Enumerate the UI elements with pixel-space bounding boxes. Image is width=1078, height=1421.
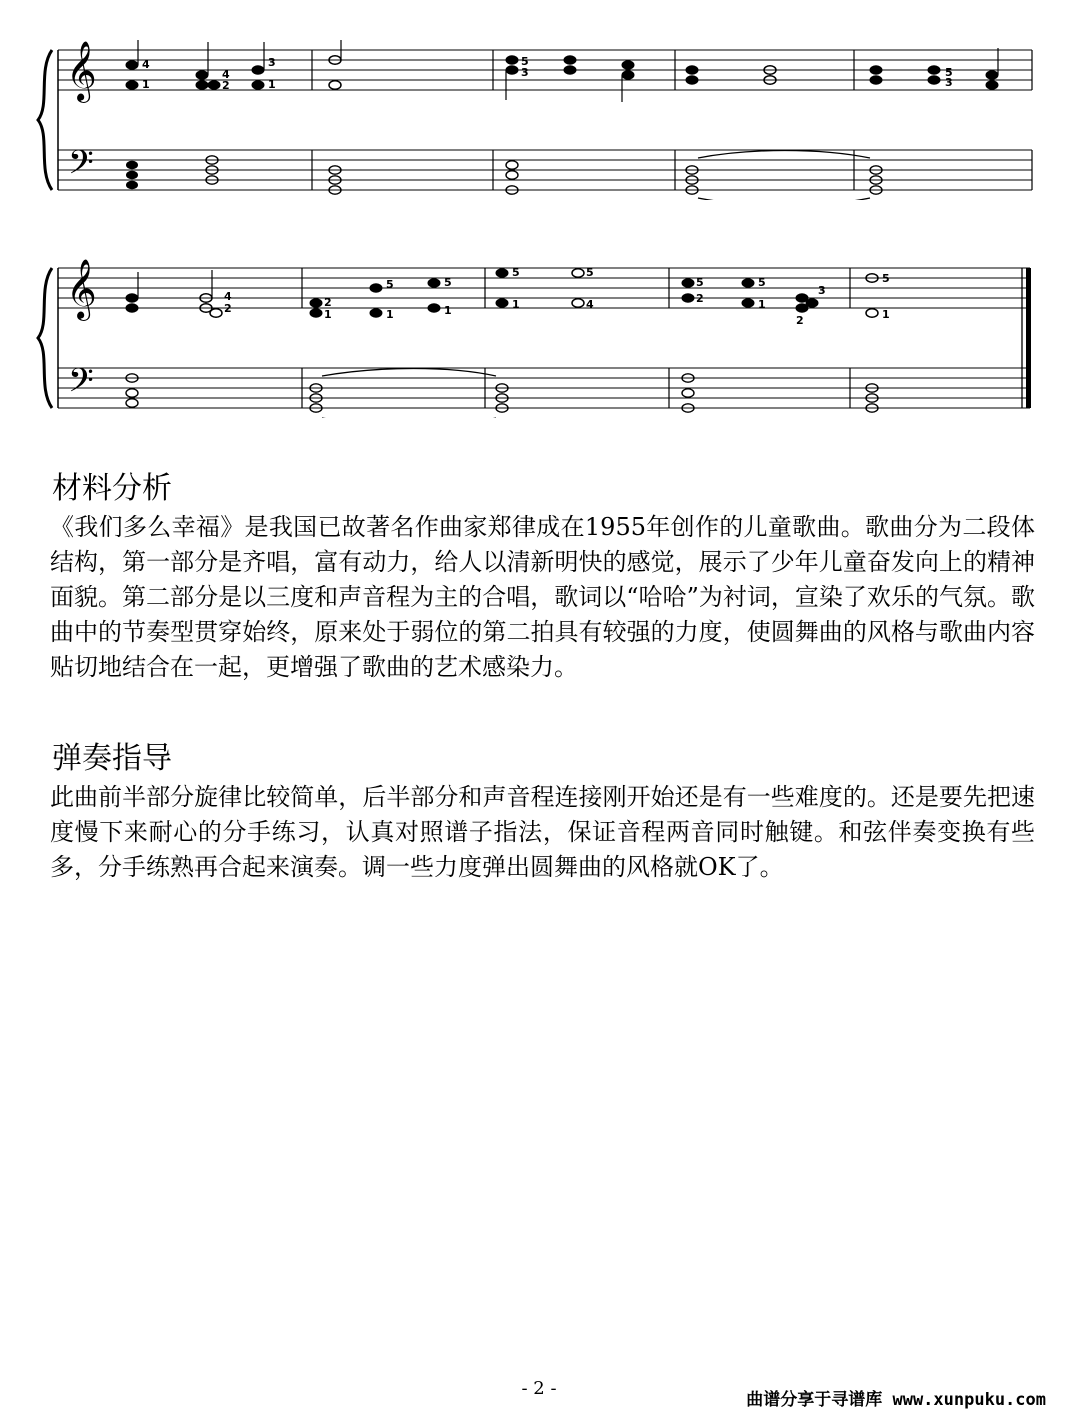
fingering: 1 [882,308,890,321]
fingering: 4 [586,298,594,311]
fingering: 2 [222,79,230,92]
fingering: 5 [444,276,452,289]
score-system-2 [30,258,1040,418]
fingering: 5 [521,55,529,68]
fingering: 1 [142,78,150,91]
fingering: 5 [945,66,953,79]
treble-clef-icon: 𝄞 [66,41,97,101]
fingering: 2 [796,314,804,327]
guidance-body: 此曲前半部分旋律比较简单，后半部分和声音程连接刚开始还是有一些难度的。还是要先把速度慢下来耐心的分手练习，认真对照谱子指法，保证音程两音同时触键。和弦伴奏变换有些多，分手练熟再合起来演奏。调一些力度弹出圆舞曲的风格就OK了。 [50,783,1035,881]
fingering: 4 [222,68,230,81]
fingering: 2 [324,296,332,309]
fingering: 5 [758,276,766,289]
fingering: 1 [512,298,520,311]
fingering: 5 [882,272,890,285]
fingering: 5 [586,266,594,279]
treble-clef-icon: 𝄞 [66,259,97,319]
fingering: 5 [512,266,520,279]
fingering: 3 [521,66,529,79]
fingering: 3 [818,284,826,297]
grand-staff-2 [30,258,1040,418]
fingering: 1 [324,308,332,321]
fingering: 3 [268,56,276,69]
fingering: 3 [945,76,953,89]
fingering: 4 [142,58,150,71]
fingering: 5 [386,278,394,291]
analysis-body: 《我们多么幸福》是我国已故著名作曲家郑律成在1955年创作的儿童歌曲。歌曲分为二段体结构，第一部分是齐唱，富有动力，给人以清新明快的感觉，展示了少年儿童奋发向上的精神面貌。第二部分是以三度和声音程为主的合唱，歌词以“哈哈”为衬词，宣染了欢乐的气氛。歌曲中的节奏型贯穿始终，原来处于弱位的第二拍具有较强的力度，使圆舞曲的风格与歌曲内容贴切地结合在一起，更增强了歌曲的艺术感染力。 [50,513,1035,681]
guidance-title: 弹奏指导 [52,741,172,776]
bass-clef-icon: 𝄢 [68,362,94,408]
fingering: 1 [268,78,276,91]
fingering: 1 [386,308,394,321]
site-credit: 曲谱分享于寻谱库 www.xunpuku.com [746,1390,1046,1410]
analysis-title: 材料分析 [52,471,172,506]
brace-icon [38,268,52,408]
brace-icon [38,50,52,190]
fingering: 2 [696,292,704,305]
fingering: 1 [758,298,766,311]
fingering: 2 [224,302,232,315]
fingering: 5 [696,276,704,289]
score-system-1 [30,40,1040,200]
page-number: - 2 - [521,1378,557,1399]
fingering: 4 [224,290,232,303]
bass-clef-icon: 𝄢 [68,144,94,190]
fingering: 1 [444,304,452,317]
grand-staff-1 [30,40,1040,200]
